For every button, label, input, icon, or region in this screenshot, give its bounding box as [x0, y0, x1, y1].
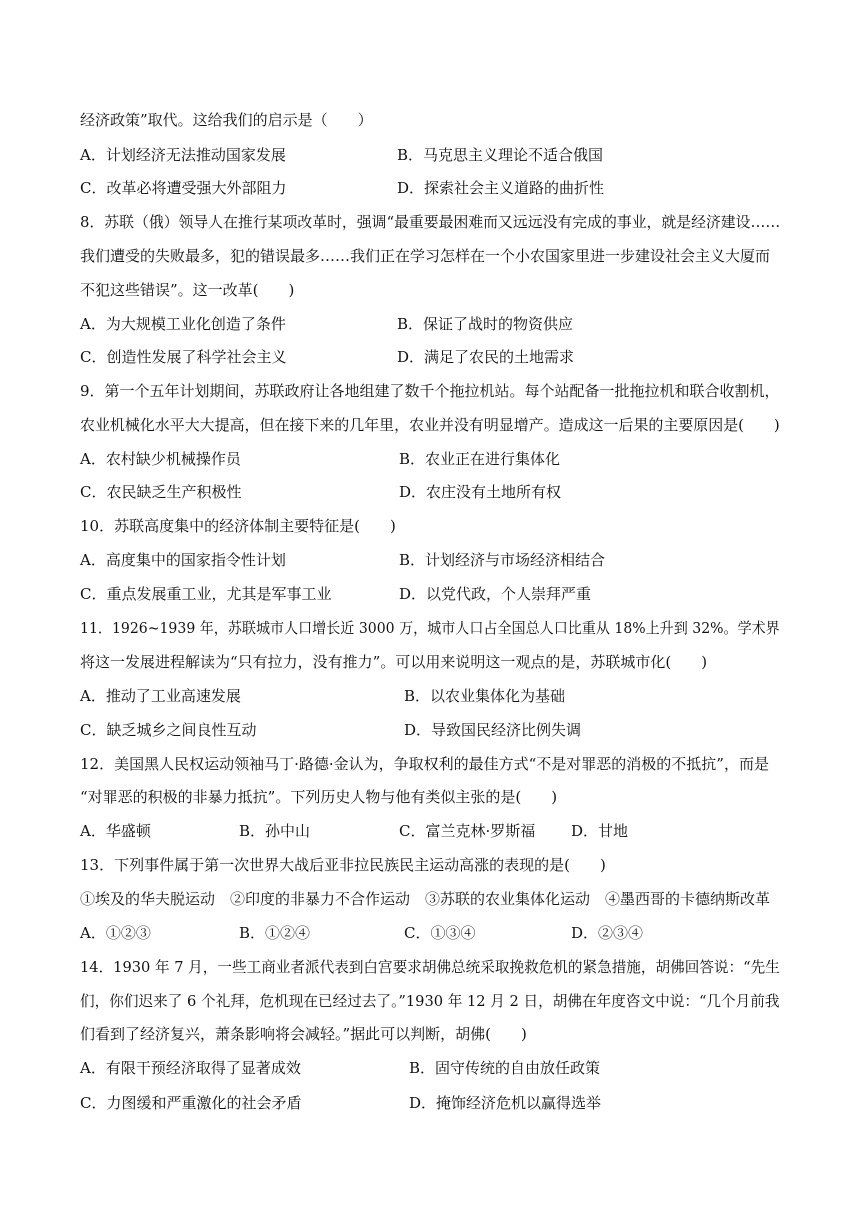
q10-option-d: D．以党代政，个人崇拜严重 — [399, 585, 592, 603]
q9-option-b: B．农业正在进行集体化 — [399, 450, 561, 468]
q8-option-c: C．创造性发展了科学社会主义 — [80, 348, 287, 366]
q13-option-d: D．②③④ — [571, 924, 644, 942]
q10-option-b: B．计划经济与市场经济相结合 — [399, 551, 606, 569]
question-13-line-1: 13．下列事件属于第一次世界大战后亚非拉民族民主运动高涨的表现的是( ) — [80, 856, 606, 874]
question-9-line-2: 农业机械化水平大大提高，但在接下来的几年里，农业并没有明显增产。造成这一后果的主要原因是( ) — [80, 416, 780, 434]
q11-option-b: B．以农业集体化为基础 — [404, 687, 566, 705]
q12-option-c: C．富兰克林·罗斯福 — [399, 822, 536, 840]
q8-option-b: B．保证了战时的物资供应 — [397, 315, 574, 333]
q10-option-c: C．重点发展重工业，尤其是军事工业 — [80, 585, 332, 603]
q13-option-a: A．①②③ — [80, 924, 151, 942]
q14-option-d: D．掩饰经济危机以赢得选举 — [409, 1094, 602, 1112]
q11-option-a: A．推动了工业高速发展 — [80, 687, 241, 705]
q13-option-c: C．①③④ — [404, 924, 476, 942]
q7-option-c: C．改革必将遭受强大外部阻力 — [80, 179, 287, 197]
question-12-line-2: “对罪恶的积极的非暴力抵抗”。下列历史人物与他有类似主张的是( ) — [80, 788, 558, 806]
q12-option-b: B．孙中山 — [239, 822, 311, 840]
question-14-line-1: 14．1930 年 7 月，一些工商业者派代表到白宫要求胡佛总统采取挽救危机的紧急措施，胡佛回答说：“先生 — [80, 958, 780, 976]
q10-option-a: A．高度集中的国家指令性计划 — [80, 551, 286, 569]
q7-option-d: D．探索社会主义道路的曲折性 — [397, 179, 605, 197]
q14-option-c: C．力图缓和严重激化的社会矛盾 — [80, 1094, 302, 1112]
q9-option-d: D．农庄没有土地所有权 — [399, 483, 562, 501]
q11-option-d: D．导致国民经济比例失调 — [404, 721, 582, 739]
question-14-line-3: 们看到了经济复兴，萧条影响将会减轻。”据此可以判断，胡佛( ) — [80, 1025, 527, 1043]
q13-option-b: B．①②④ — [239, 924, 311, 942]
question-14-line-2: 们，你们迟来了 6 个礼拜，危机现在已经过去了。”1930 年 12 月 2 日，胡佛在年度咨文中说：“几个月前我 — [80, 992, 780, 1010]
q14-option-b: B．固守传统的自由放任政策 — [409, 1059, 601, 1077]
q9-option-a: A．农村缺少机械操作员 — [80, 450, 241, 468]
question-10-line-1: 10．苏联高度集中的经济体制主要特征是( ) — [80, 517, 396, 535]
q8-option-a: A．为大规模工业化创造了条件 — [80, 315, 286, 333]
question-8-line-2: 我们遭受的失败最多，犯的错误最多……我们正在学习怎样在一个小农国家里进一步建设社会主义大厦而 — [80, 247, 771, 265]
question-7-tail: 经济政策”取代。这给我们的启示是（ ） — [80, 111, 373, 129]
q9-option-c: C．农民缺乏生产积极性 — [80, 483, 242, 501]
q8-option-d: D．满足了农民的土地需求 — [397, 348, 575, 366]
q7-option-b: B．马克思主义理论不适合俄国 — [397, 146, 604, 164]
q14-option-a: A．有限干预经济取得了显著成效 — [80, 1059, 301, 1077]
q7-option-a: A．计划经济无法推动国家发展 — [80, 146, 286, 164]
question-11-line-2: 将这一发展进程解读为“只有拉力，没有推力”。可以用来说明这一观点的是，苏联城市化( ) — [80, 653, 708, 671]
question-12-line-1: 12．美国黑人民权运动领袖马丁·路德·金认为，争取权利的最佳方式“不是对罪恶的消极的不抵抗”，而是 — [80, 755, 769, 773]
question-8-line-3: 不犯这些错误”。这一改革( ) — [80, 281, 295, 299]
question-8-line-1: 8．苏联（俄）领导人在推行某项改革时，强调“最重要最困难而又远远没有完成的事业，就是经济建设…… — [80, 213, 781, 231]
q11-option-c: C．缺乏城乡之间良性互动 — [80, 721, 257, 739]
q12-option-d: D．甘地 — [571, 822, 629, 840]
question-13-line-2: ①埃及的华夫脱运动 ②印度的非暴力不合作运动 ③苏联的农业集体化运动 ④墨西哥的卡德纳斯改革 — [80, 890, 771, 908]
question-11-line-1: 11．1926~1939 年，苏联城市人口增长近 3000 万，城市人口占全国总人口比重从 18%上升到 32%。学术界 — [80, 619, 780, 637]
question-9-line-1: 9．第一个五年计划期间，苏联政府让各地组建了数千个拖拉机站。每个站配备一批拖拉机和联合收割机， — [80, 382, 780, 400]
q12-option-a: A．华盛顿 — [80, 822, 151, 840]
